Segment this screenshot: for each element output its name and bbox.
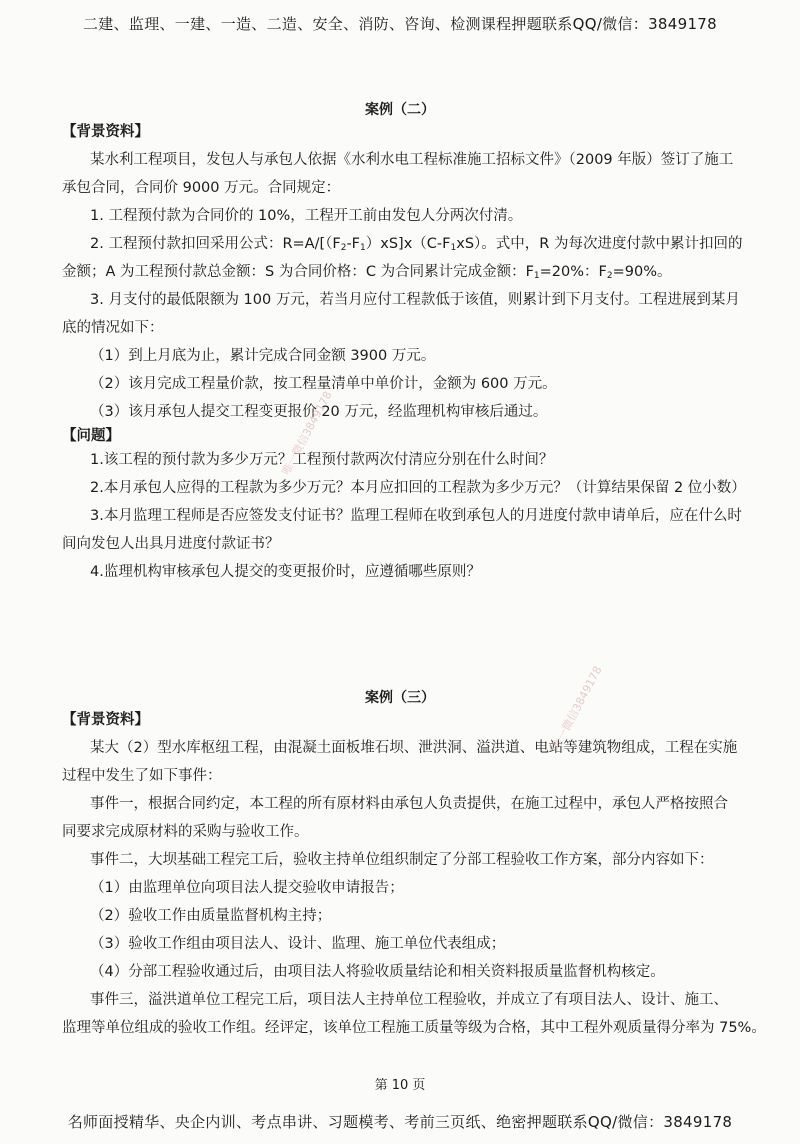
case2-question-2: 2.本月承包人应得的工程款为多少万元？本月应扣回的工程款为多少万元？（计算结果保留 2 位小数） [90,480,746,496]
case2-paragraph: 承包合同，合同价 9000 万元。合同规定： [62,180,341,196]
case3-event-1: 同要求完成原材料的采购与验收工作。 [62,824,309,840]
case3-event-2-item-3: （3）验收工作组由项目法人、设计、监理、施工单位代表组成； [90,936,506,952]
case2-question-1: 1.该工程的预付款为多少万元？工程预付款两次付清应分别在什么时间？ [90,452,554,468]
case2-rule-3: 底的情况如下： [62,320,164,336]
case2-situation-1: （1）到上月底为止，累计完成合同金额 3900 万元。 [90,348,436,364]
case2-rule-3: 3. 月支付的最低限额为 100 万元，若当月应付工程款低于该值，则累计到下月支付。工程进展到某月 [90,292,740,308]
case2-title: 案例（二） [365,102,435,118]
page-number: 第 10 页 [374,1078,426,1093]
case2-background-heading: 【背景资料】 [62,124,149,140]
page-header: 二建、监理、一建、一造、二造、安全、消防、咨询、检测课程押题联系QQ/微信：3849178 [83,15,717,33]
case3-background-heading: 【背景资料】 [62,712,149,728]
case3-title: 案例（三） [365,690,435,706]
case3-paragraph: 某大（2）型水库枢纽工程，由混凝土面板堆石坝、泄洪洞、溢洪道、电站等建筑物组成，工程在实施 [90,740,738,756]
case2-rule-2-definitions: 金额；A 为工程预付款总金额：S 为合同价格：C 为合同累计完成金额：$F_1=20\%$：$F_2=90\%$。 [62,264,672,281]
case2-questions-heading: 【问题】 [62,428,120,444]
watermark: 唯一微信3849178 [279,389,335,478]
case3-event-2-item-1: （1）由监理单位向项目法人提交验收申请报告； [90,880,404,896]
case3-event-2-item-4: （4）分部工程验收通过后，由项目法人将验收质量结论和相关资料报质量监督机构核定。 [90,964,665,980]
case3-event-2-item-2: （2）验收工作由质量监督机构主持； [90,908,332,924]
case2-rule-1: 1. 工程预付款为合同价的 10%，工程开工前由发包人分两次付清。 [90,208,523,224]
case2-question-3: 3.本月监理工程师是否应签发支付证书？监理工程师在收到承包人的月进度付款申请单后，应在什么时 [90,508,742,524]
case3-event-1: 事件一，根据合同约定，本工程的所有原材料由承包人负责提供，在施工过程中，承包人严格按照合 [90,796,728,812]
page-footer: 名师面授精华、央企内训、考点串讲、习题模考、考前三页纸、绝密押题联系QQ/微信：3849178 [67,1113,733,1131]
case3-event-2: 事件二，大坝基础工程完工后，验收主持单位组织制定了分部工程验收工作方案，部分内容如下： [90,852,714,868]
case2-question-4: 4.监理机构审核承包人提交的变更报价时，应遵循哪些原则？ [90,564,481,580]
case3-paragraph: 过程中发生了如下事件： [62,768,222,784]
watermark: 唯一微信3849178 [549,664,605,753]
case3-event-3: 监理等单位组成的验收工作组。经评定，该单位工程施工质量等级为合格，其中工程外观质量得分率为 75%。 [62,1020,766,1036]
case3-event-3: 事件三，溢洪道单位工程完工后，项目法人主持单位工程验收，并成立了有项目法人、设计、施工、 [90,992,728,1008]
case2-question-3: 间向发包人出具月进度付款证书？ [62,536,280,552]
case2-rule-2-formula: 2. 工程预付款扣回采用公式：$R=A/[(F_2-F_1)xS]x(C-F_1xS)$。式中，R 为每次进度付款中累计扣回的 [90,236,743,253]
case2-situation-3: （3）该月承包人提交工程变更报价 20 万元，经监理机构审核后通过。 [90,404,548,420]
case2-situation-2: （2）该月完成工程量价款，按工程量清单中单价计，金额为 600 万元。 [90,376,557,392]
case2-paragraph: 某水利工程项目，发包人与承包人依据《水利水电工程标准施工招标文件》（2009 年版）签订了施工 [90,152,734,168]
